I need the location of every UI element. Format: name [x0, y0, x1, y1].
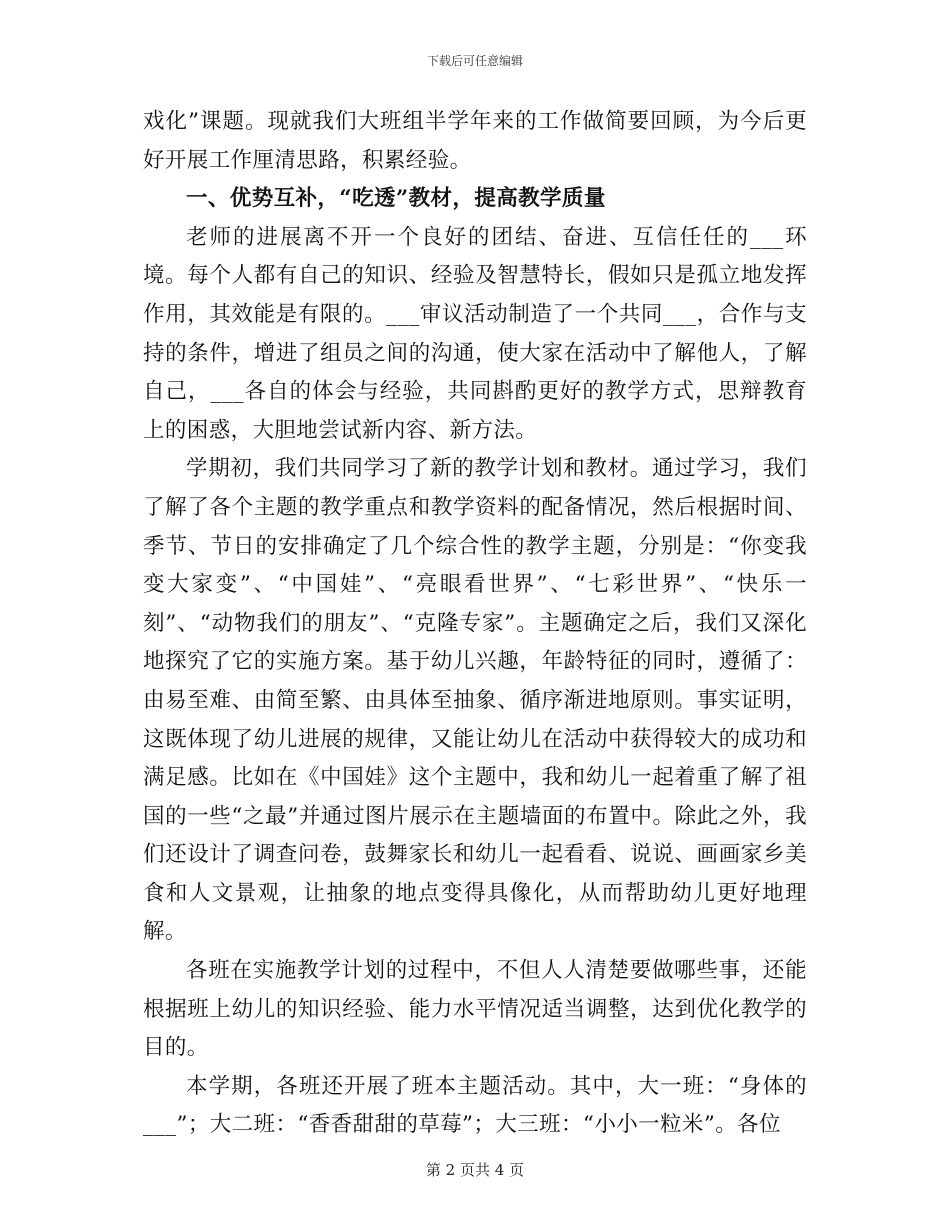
page-header: 下载后可任意编辑: [426, 54, 523, 68]
paragraph-continuation: 戏化”课题。现就我们大班组半学年来的工作做简要回顾，为今后更好开展工作厘清思路，积累经验。: [143, 109, 807, 173]
paragraph: 各班在实施教学计划的过程中，不但人人清楚要做哪些事，还能根据班上幼儿的知识经验、能力水平情况适当调整，达到优化教学的目的。: [143, 958, 807, 1061]
section-heading: 一、优势互补，“吃透”教材，提高教学质量: [186, 186, 606, 212]
paragraph: 学期初，我们共同学习了新的教学计划和教材。通过学习，我们了解了各个主题的教学重点和教学资料的配备情况，然后根据时间、季节、节日的安排确定了几个综合性的教学主题，分别是：“你变我变大家变”、“中国娃”、“亮眼看世界”、“七彩世界”、“快乐一刻”、“动物我们的朋友”、“克隆专家”。主题确定之后，我们又深化地探究了它的实施方案。基于幼儿兴趣，年龄特征的同时，遵循了：由易至难、由简至繁、由具体至抽象、循序渐进地原则。事实证明，这既体现了幼儿进展的规律，又能让幼儿在活动中获得较大的成功和满足感。比如在《中国娃》这个主题中，我和幼儿一起着重了解了祖国的一些“之最”并通过图片展示在主题墙面的布置中。除此之外，我们还设计了调查问卷，鼓舞家长和幼儿一起看看、说说、画画家乡美食和人文景观，让抽象的地点变得具像化，从而帮助幼儿更好地理解。: [143, 456, 807, 945]
page-number: 第 2 页共 4 页: [425, 1161, 525, 1179]
page-body: [143, 103, 807, 1145]
paragraph: 本学期，各班还开展了班本主题活动。其中，大一班：“身体的___”；大二班：“香香甜甜的草莓”；大三班：“小小一粒米”。各位: [143, 1073, 807, 1138]
paragraph: 老师的进展离不开一个良好的团结、奋进、互信任任的___环境。每个人都有自己的知识、经验及智慧特长，假如只是孤立地发挥作用，其效能是有限的。___审议活动制造了一个共同___，合作与支持的条件，增进了组员之间的沟通，使大家在活动中了解他人，了解自己，___各自的体会与经验，共同斟酌更好的教学方式，思辩教育上的困惑，大胆地尝试新内容、新方法。: [143, 224, 807, 443]
